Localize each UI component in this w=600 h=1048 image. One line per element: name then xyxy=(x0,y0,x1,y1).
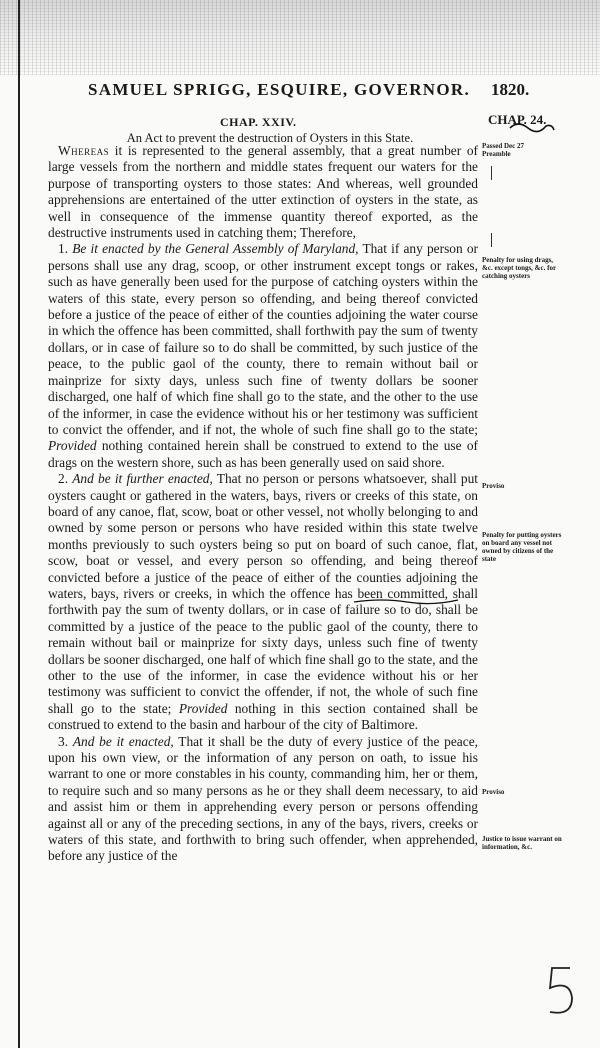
enacting-clause: And be it further enacted, xyxy=(72,471,213,487)
running-head-title: SAMUEL SPRIGG, ESQUIRE, GOVERNOR. xyxy=(88,80,471,99)
preamble-opening-word: Whereas xyxy=(58,143,110,158)
chapter-label-right: CHAP. 24. xyxy=(488,112,547,127)
section-number: 2. xyxy=(58,471,69,487)
margin-note-justice-warrant: Justice to issue warrant on information, &c. xyxy=(482,835,562,851)
section-text: That it shall be the duty of every justice of the peace, upon his own view, or the information of any person on oath, to issue his warrant to one or more constables in his county, commanding him, her or them, to require such and so many persons as he or they shall deem necessary, to aid and assist him or them in apprehending every person or persons offending against all or any of the preceding sections, in any of the bays, rivers, creeks or waters of this state, and forthwith to bring such offender, when apprehended, before any justice of the xyxy=(48,733,478,864)
margin-rule xyxy=(491,233,492,247)
chapter-label: CHAP. XXIV. xyxy=(220,115,297,129)
running-head-year: 1820. xyxy=(491,80,530,99)
proviso-text: nothing contained herein shall be construed to extend to the use of drags on the western shore, such as has been generally used on said shore. xyxy=(48,438,478,470)
act-title: An Act to prevent the destruction of Oysters in this State. xyxy=(126,131,414,145)
section-1 xyxy=(48,241,478,471)
scan-noise-band xyxy=(0,0,600,75)
pen-squiggle-icon xyxy=(508,118,558,138)
margin-rule xyxy=(491,166,492,180)
proviso-word: Provided xyxy=(178,700,228,716)
enacting-clause: Be it enacted by the General Assembly of Maryland, xyxy=(72,241,359,257)
proviso-text: nothing in this section contained shall be construed to extend to the basin and harbour of the city of Baltimore. xyxy=(48,700,478,733)
margin-note-penalty-putting: Penalty for putting oysters on board any vessel not owned by citizens of the state xyxy=(482,531,562,563)
section-text: That no person or persons whatsoever, shall put oysters caught or gathered in the waters, bays, rivers or creeks of this state, on board of any canoe, flat, scow, boat or other vessel, not wholly belonging to and owned by some person or persons who have resided within this state twelve months previously to such oysters being so put on board of such canoe, flat, scow, boat or vessel, and every person so offending, and being thereof convicted before a justice of the peace of either of the counties adjoining the waters, bays, rivers or creeks, in which the offence has been committed, shall forthwith pay the sum of twenty dollars, or in case of failure so to do, shall be committed by a justice of the peace to the public gaol of the county, there to remain without bail or mainprize for sixty days, unless such fine of twenty dollars be sooner discharged, one half of which fine shall go to the state, and the other to the use of the informer, in case the evidence without his or her testimony was sufficient to convict the offender, if not, the whole of such fine shall go to the state; xyxy=(48,471,478,716)
section-3 xyxy=(48,734,478,865)
enacting-clause: And be it enacted, xyxy=(72,733,174,749)
preamble-text: it is represented to the general assembly, that a great number of large vessels from the northern and middle states frequent our waters for the purpose of transporting oysters to those states: And whereas, well grounded apprehensions are entertained of the utter extinction of oysters in the state, as well in consequence of the immense quantity thereof exported, as the destructive instruments used in catching them; Therefore, xyxy=(48,143,478,241)
margin-note-penalty-drags: Penalty for using drags, &c. except tongs, &c. for catching oysters xyxy=(482,256,556,280)
margin-note-passed: Passed Dec 27 Preamble xyxy=(482,142,524,158)
margin-note-proviso-2: Proviso xyxy=(482,788,505,796)
page-gutter-line xyxy=(18,0,20,1048)
pen-underline-icon xyxy=(352,596,462,606)
section-number: 1. xyxy=(58,241,69,257)
section-number: 3. xyxy=(58,733,69,749)
act-body xyxy=(48,143,478,865)
margin-note-proviso-1: Proviso xyxy=(482,482,505,490)
section-text: That if any person or persons shall use any drag, scoop, or other instrument except tongs or rakes, such as have generally been used for the purpose of catching oysters within the waters of this state, every person so offending, and being thereof convicted before a justice of the peace of either of the counties adjoining the water course in which the offence has been committed, shall forthwith pay the sum of twenty dollars, or in case of failure so to do shall be committed, by such justice of the peace, to the public gaol of the county, there to remain without bail or mainprize for sixty days, unless such fine of twenty dollars be sooner discharged, one half of which fine shall go to the state, and the other to the use of the informer, in case the evidence without his or her testimony was sufficient to convict the offender, and if not, the whole of such fine shall go to the state; xyxy=(48,241,478,437)
proviso-word: Provided xyxy=(48,438,97,454)
handwritten-five-mark xyxy=(540,962,580,1022)
preamble xyxy=(48,143,478,241)
